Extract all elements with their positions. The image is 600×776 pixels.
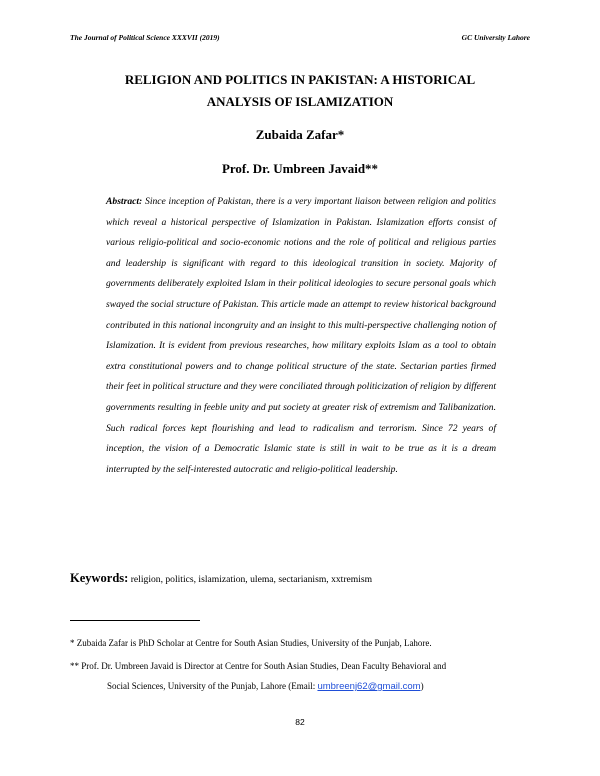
footnote-divider [70, 620, 200, 621]
university-name: GC University Lahore [461, 33, 530, 42]
footnote-2-affiliation: Social Sciences, University of the Punjab, Lahore (Email: [107, 681, 318, 691]
footnote-1: * Zubaida Zafar is PhD Scholar at Centre for South Asian Studies, University of the Punjab, Lahore. [70, 638, 432, 648]
keywords-text: religion, politics, islamization, ulema, sectarianism, xxtremism [130, 574, 373, 585]
footnote-2-line-2 [70, 676, 540, 697]
author-first: Zubaida Zafar* [255, 127, 345, 142]
page-number: 82 [295, 717, 305, 727]
footnote-2-close: ) [420, 681, 424, 691]
email-link[interactable]: umbreenj62@gmail.com [317, 681, 421, 692]
title-line-1: RELIGION AND POLITICS IN PAKISTAN: A HISTORICAL [124, 72, 476, 87]
author-second: Prof. Dr. Umbreen Javaid** [221, 161, 379, 176]
abstract-text: Since inception of Pakistan, there is a very important liaison between religion and politics which reveal a historical perspective of Islamization in Pakistan. Islamization efforts consist of various religio-political and socio-economic notions and the role of political and religious parties and leadership is significant with regard to this ideological transition in society. Majority of governments deliberately exploited Islam in their political ideologies to secure personal goals which swayed the social structure of Pakistan. This article made an attempt to review historical background contributed in this national incongruity and an insight to this multi-perspective challenging notion of Islamization. It is evident from previous researches, how military exploits Islam as a tool to obtain extra constitutional powers and to change political structure of the state. Sectarian parties firmed their feet in political structure and they were conciliated through politicization of religion by different governments resulting in feeble unity and put society at greater risk of extremism and Talibanization. Such radical forces kept flourishing and lead to radicalism and terrorism. Since 72 years of inception, the vision of a Democratic Islamic state is still in wait to be true as it is a dream interrupted by the self-interested autocratic and religio-political leadership. [106, 196, 496, 475]
abstract [106, 192, 496, 480]
keywords [70, 571, 372, 586]
footnote-2 [70, 656, 540, 697]
journal-name: The Journal of Political Science XXXVII (2019) [70, 33, 220, 42]
title-line-2: ANALYSIS OF ISLAMIZATION [206, 94, 394, 109]
abstract-label: Abstract: [106, 196, 143, 207]
footnote-2-line-1: ** Prof. Dr. Umbreen Javaid is Director at Centre for South Asian Studies, Dean Faculty Behavioral and [70, 661, 447, 671]
running-header [70, 33, 530, 45]
article-title [90, 69, 510, 113]
keywords-label: Keywords: [70, 571, 129, 585]
